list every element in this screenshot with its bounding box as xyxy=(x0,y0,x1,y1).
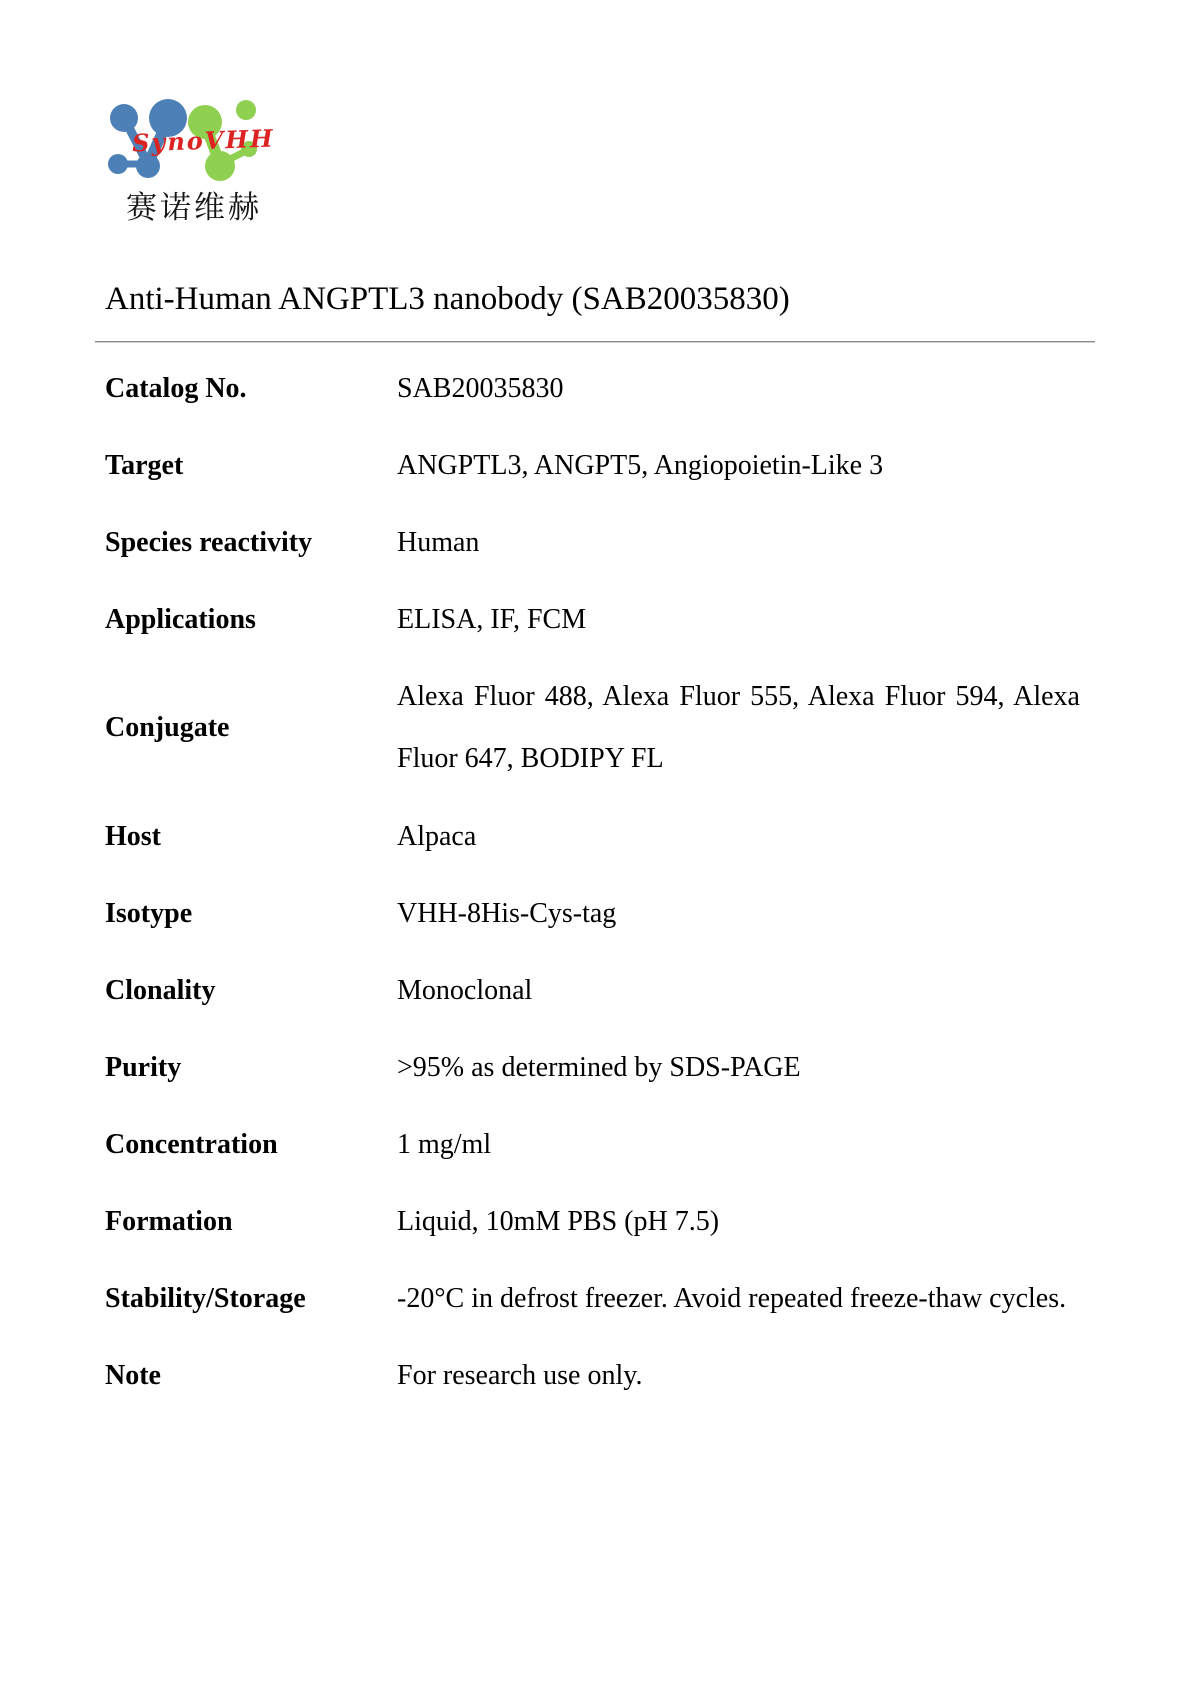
spec-row-formation xyxy=(105,1183,1080,1260)
spec-value-stability-storage: -20°C in defrost freezer. Avoid repeated freeze-thaw cycles. xyxy=(397,1282,1067,1314)
spec-row-concentration xyxy=(105,1106,1080,1183)
conjugate-line-2: Fluor 647, BODIPY FL xyxy=(397,743,664,774)
spec-row-species-reactivity xyxy=(105,504,1080,581)
spec-value-formation: Liquid, 10mM PBS (pH 7.5) xyxy=(397,1205,720,1237)
spec-row-host xyxy=(105,798,1080,875)
spec-value-conjugate xyxy=(397,666,1080,790)
spec-label-species-reactivity: Species reactivity xyxy=(105,526,313,558)
spec-value-isotype: VHH-8His-Cys-tag xyxy=(397,897,617,929)
spec-value-host: Alpaca xyxy=(397,820,477,852)
spec-row-target xyxy=(105,427,1080,504)
spec-value-catalog: SAB20035830 xyxy=(397,372,564,404)
spec-row-note xyxy=(105,1337,1080,1414)
spec-row-stability-storage xyxy=(105,1260,1080,1337)
spec-label-host: Host xyxy=(105,820,161,852)
spec-label-target: Target xyxy=(105,449,184,481)
spec-label-conjugate: Conjugate xyxy=(105,712,230,743)
spec-label-catalog: Catalog No. xyxy=(105,372,247,404)
conjugate-line-1: Alexa Fluor 488, Alexa Fluor 555, Alexa Fluor 594, Alexa xyxy=(397,681,1080,712)
spec-label-formation: Formation xyxy=(105,1205,233,1237)
spec-label-note: Note xyxy=(105,1359,161,1391)
product-title: Anti-Human ANGPTL3 nanobody (SAB20035830) xyxy=(105,281,790,317)
spec-value-note: For research use only. xyxy=(397,1359,643,1391)
spec-table xyxy=(105,350,1080,1414)
brand-script-text: SynoVHH xyxy=(131,123,276,158)
company-logo xyxy=(108,98,288,228)
spec-row-catalog xyxy=(105,350,1080,427)
spec-row-conjugate xyxy=(105,658,1080,798)
spec-value-target: ANGPTL3, ANGPT5, Angiopoietin-Like 3 xyxy=(397,449,884,481)
spec-label-applications: Applications xyxy=(105,603,256,635)
spec-label-clonality: Clonality xyxy=(105,974,216,1006)
spec-row-isotype xyxy=(105,875,1080,952)
spec-value-applications: ELISA, IF, FCM xyxy=(397,603,587,635)
spec-value-purity: >95% as determined by SDS-PAGE xyxy=(397,1051,801,1083)
spec-value-concentration: 1 mg/ml xyxy=(397,1128,492,1160)
brand-chinese-name: 赛诺维赫 xyxy=(126,190,262,225)
spec-row-purity xyxy=(105,1029,1080,1106)
spec-label-isotype: Isotype xyxy=(105,897,193,929)
spec-row-applications xyxy=(105,581,1080,658)
title-divider xyxy=(95,341,1095,343)
spec-label-purity: Purity xyxy=(105,1051,182,1083)
spec-value-species-reactivity: Human xyxy=(397,526,480,558)
spec-label-concentration: Concentration xyxy=(105,1128,278,1160)
spec-label-stability-storage: Stability/Storage xyxy=(105,1282,306,1314)
spec-row-clonality xyxy=(105,952,1080,1029)
spec-value-clonality: Monoclonal xyxy=(397,974,533,1006)
